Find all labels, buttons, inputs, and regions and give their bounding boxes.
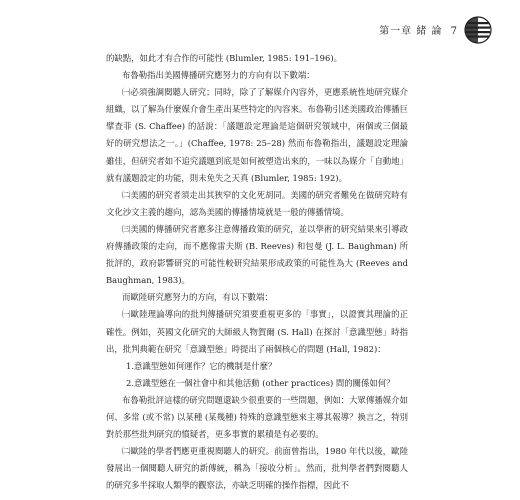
paragraph-4: ㈡美國的研究者須走出其狹窄的文化死胡同。美國的研究者難免在做研究時有文化沙文主義的趨向，認為美國的傳播情境就是一般的傳播情境。 [106,189,408,217]
page-number: 7 [450,26,458,37]
chapter-label: 第一章 緒 論 [379,26,443,37]
paragraph-3: ㈠必須強調閱聽人研究；同時，除了了解媒介內容外，更應系統性地研究媒介組織，以了解為什麼媒介會生產出某些特定的內容來。布魯勒引述美國政治傳播巨擘查菲 (S. Chaffee) 的話說：「議題設定理論是這個研究領域中，兩個或三個最好的研究想法之一。」(Chaffee, 1978: 25–28) 然而布魯勒指出，議題設定理論雖佳，但研究者如不追究議題到底是如何被塑造出來的，一味以為媒介「自動地」就有議題設定的功能，則未免失之天真 (Blumler, 1985: 192)。 [106,87,408,183]
paragraph-1: 的缺點，如此才有合作的可能性 (Blumler, 1985: 191–196)。 [106,53,342,63]
running-head [379,22,458,37]
paragraph-2: 布魯勒指出美國傳播研究應努力的方向有以下數端： [122,70,315,81]
list-item-1: 1.意識型態如何運作？它的機制是什麼？ [126,360,277,371]
page-body [106,50,408,494]
paragraph-7: ㈠歐陸理論導向的批判傳播研究須要重視更多的「事實」，以證實其理論的正確性。例如，英國文化研究的大師級人物賀爾 (S. Hall) 在探討「意識型態」時指出，批判典範在研究「意識型態」時提出了兩個核心的問題 (Hall, 1982)： [106,309,408,354]
paragraph-5: ㈢美國的傳播研究者應多注意傳播政策的研究，並以學術的研究結果來引導政府傳播政策的走向，而不應像雷夫斯 (B. Reeves) 和包曼 (J. L. Baughman) 所批評的，政府影響研究的可能性較研究結果形成政策的可能性為大 (Reeves and Baughman, 1983)。 [106,223,408,286]
paragraph-10: 布魯勒批評這樣的研究問題還缺少很重要的一些問題，例如：大眾傳播媒介如何、多常 (或不常) 以某種 (某幾種) 特殊的意識型態來主導其報導？換言之，特別對於那些批判研究的憤疑者，更多事實的累積是有必要的。 [106,394,408,440]
paragraph-6: 而歐陸研究應努力的方向，有以下數端： [122,292,273,303]
page-header [0,18,520,48]
paragraph-11: ㈡歐陸的學者們應更重視閱聽人的研究。前面曾指出，1980 年代以後，歐陸發展出一個閱聽人研究的新傳統，稱為「接收分析」。然而，批判學者們對閱聽人的研究多半採取人類學的觀察法，亦缺乏明確的操作指標，因此不 [106,446,408,491]
chapter-emblem-icon [464,16,492,44]
list-item-2: 2.意識型態在一個社會中和其他活動 (other practices) 間的關係如何？ [126,377,395,388]
